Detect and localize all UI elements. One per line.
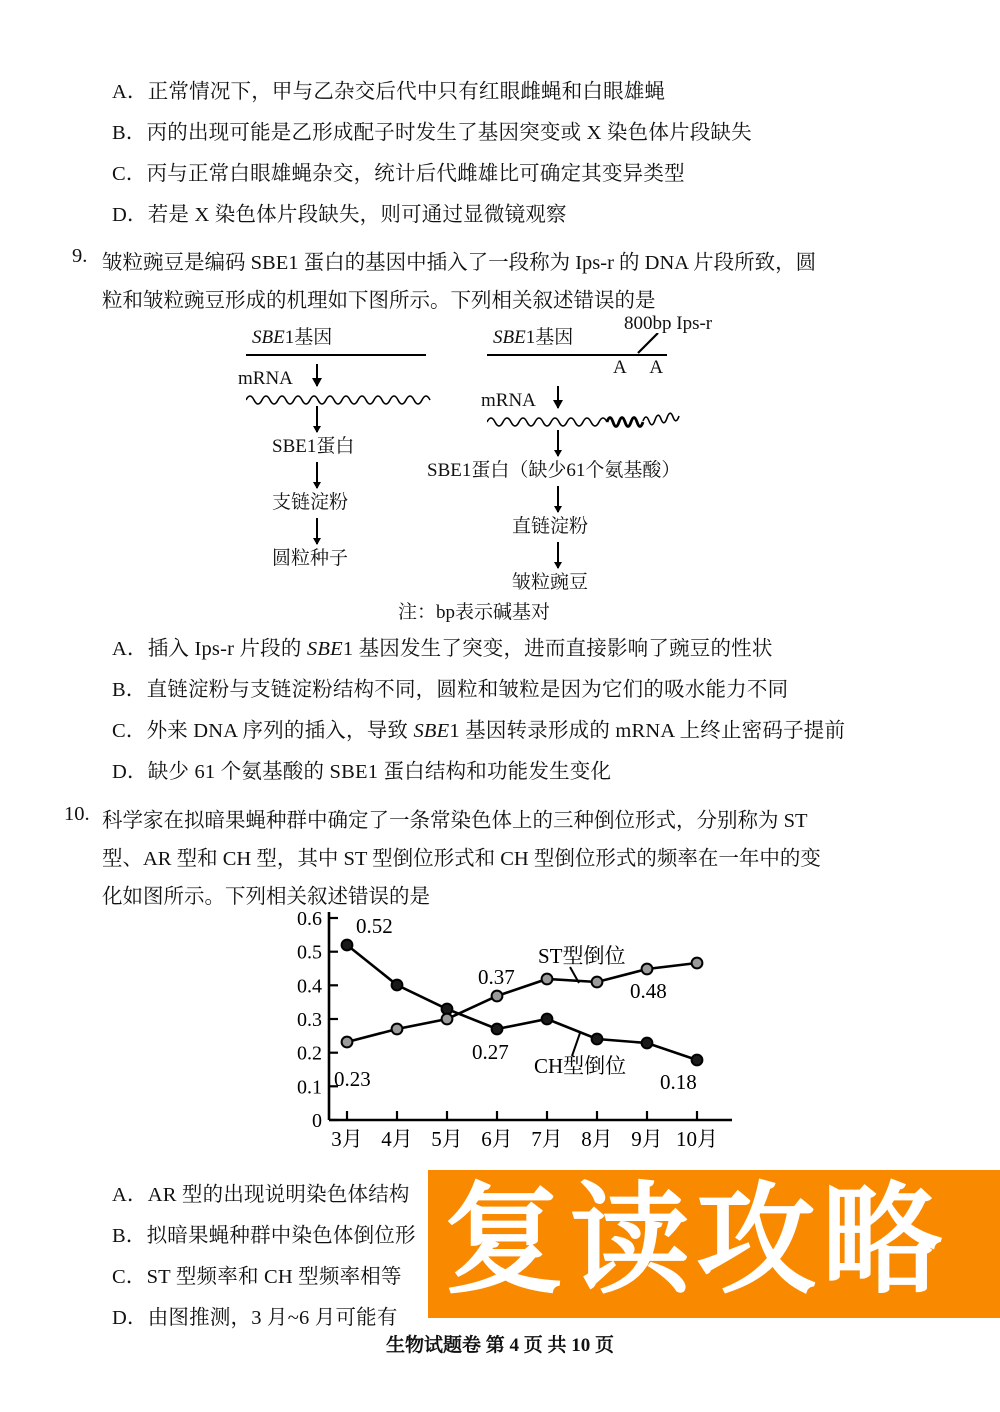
left-to-starch-arrow: [316, 462, 318, 488]
q9-option-b: [112, 678, 788, 704]
q10-stem-line2: 型、AR 型和 CH 型，其中 ST 型倒位形式和 CH 型倒位形式的频率在一年中的变: [102, 848, 821, 870]
insertion-pointer-icon: [634, 333, 662, 355]
q9-option-a-italic: SBE: [306, 638, 343, 660]
point-value-labels: [334, 914, 697, 1094]
q8-option-b-label: B．: [112, 122, 147, 144]
q8-option-d-text: 若是 X 染色体片段缺失，则可通过显微镜观察: [147, 204, 567, 226]
left-gene-label: SBE1基因: [252, 327, 333, 348]
left-gene-bar: [246, 354, 426, 356]
q8-option-b: [112, 121, 752, 147]
y-tick-4: 0.4: [297, 975, 322, 998]
x-tick-marks: [347, 1111, 697, 1120]
q10-option-b: [112, 1224, 416, 1250]
q8-option-a-text: 正常情况下，甲与乙杂交后代中只有红眼雌蝇和白眼雄蝇: [147, 81, 666, 103]
q9-option-b-label: B．: [112, 679, 147, 701]
left-translation-arrow: [316, 406, 318, 432]
annotation-ch-leader: [572, 1033, 580, 1056]
left-mrna-label: mRNA: [238, 368, 293, 389]
q10-option-a-text: AR 型的出现说明染色体结构: [147, 1184, 410, 1206]
right-protein-label: SBE1蛋白（缺少61个氨基酸）: [427, 460, 681, 481]
y-tick-0: 0: [312, 1110, 322, 1132]
insertion-size-label: 800bp Ips-r: [624, 313, 713, 334]
q10-option-c-label: C．: [112, 1266, 147, 1288]
q10-option-c: [112, 1265, 402, 1291]
x-tick-1: 4月: [381, 1127, 413, 1151]
right-mrna-wave-icon: [487, 410, 687, 430]
x-tick-labels: [331, 1127, 718, 1151]
q9-stem-line2: 粒和皱粒豌豆形成的机理如下图所示。下列相关叙述错误的是: [102, 290, 656, 312]
point-label-048: 0.48: [630, 979, 667, 1003]
q8-option-b-text: 丙的出现可能是乙形成配子时发生了基因突变或 X 染色体片段缺失: [146, 122, 752, 144]
q10-stem-line3: 化如图所示。下列相关叙述错误的是: [102, 886, 430, 908]
right-starch-label: 直链淀粉: [512, 516, 589, 537]
q8-option-c: [112, 162, 685, 188]
q10-option-c-text: ST 型频率和 CH 型频率相等: [146, 1266, 402, 1288]
watermark-text: 复读攻略: [444, 1171, 948, 1311]
point-label-023: 0.23: [334, 1067, 371, 1091]
right-seed-label: 皱粒豌豆: [512, 572, 589, 593]
x-tick-6: 9月: [631, 1127, 663, 1151]
annotation-st-label: ST型倒位: [538, 944, 626, 968]
q9-option-d-label: D．: [112, 761, 148, 783]
q8-option-d-label: D．: [112, 204, 148, 226]
q10-option-d: [112, 1306, 398, 1332]
q8-option-a-label: A．: [112, 81, 148, 103]
right-to-starch-arrow: [557, 486, 559, 512]
q10-stem-line1: 科学家在拟暗果蝇种群中确定了一条常染色体上的三种倒位形式，分别称为 ST: [102, 810, 808, 832]
x-tick-3: 6月: [481, 1127, 513, 1151]
x-tick-7: 10月: [676, 1127, 718, 1151]
chart-svg: [272, 908, 752, 1158]
right-transcription-arrow: [557, 386, 559, 408]
y-tick-3: 0.3: [297, 1009, 322, 1031]
y-tick-5: 0.5: [297, 941, 322, 964]
watermark-overlay: [428, 1170, 1000, 1318]
q8-option-a: [112, 80, 665, 106]
y-tick-6: 0.6: [297, 908, 322, 930]
right-translation-arrow: [557, 430, 559, 456]
q10-option-a: [112, 1183, 410, 1209]
q9-option-c-italic: SBE: [413, 720, 450, 742]
q9-figure-note: 注：bp表示碱基对: [398, 602, 551, 623]
left-transcription-arrow: [316, 364, 318, 386]
left-starch-label: 支链淀粉: [272, 492, 349, 513]
q9-option-c-pre: 外来 DNA 序列的插入，导致: [146, 720, 414, 742]
q9-option-a-post: 1 基因发生了突变，进而直接影响了豌豆的性状: [342, 638, 773, 660]
insertion-aa-marks: A A: [613, 357, 674, 378]
q9-number: 9.: [72, 245, 88, 267]
x-tick-4: 7月: [531, 1127, 563, 1151]
point-label-052: 0.52: [356, 914, 393, 938]
q8-option-c-label: C．: [112, 163, 147, 185]
q10-option-b-text: 拟暗果蝇种群中染色体倒位形: [146, 1225, 416, 1247]
q10-option-a-label: A．: [112, 1184, 148, 1206]
q9-option-a: [112, 637, 773, 663]
left-to-seed-arrow: [316, 518, 318, 544]
annotation-ch-label: CH型倒位: [534, 1054, 627, 1078]
q8-option-c-text: 丙与正常白眼雄蝇杂交，统计后代雌雄比可确定其变异类型: [146, 163, 685, 185]
q9-option-c: [112, 719, 845, 745]
y-tick-2: 0.2: [297, 1042, 322, 1065]
left-mrna-wave-icon: [246, 390, 436, 406]
q10-number: 10.: [64, 803, 90, 825]
q9-option-b-pre: 直链淀粉与支链淀粉结构不同，圆粒和皱粒是因为它们的吸水能力不同: [146, 679, 789, 701]
point-label-027: 0.27: [472, 1040, 509, 1064]
q8-option-d: [112, 203, 567, 229]
left-protein-label: SBE1蛋白: [272, 436, 355, 457]
left-seed-label: 圆粒种子: [272, 548, 349, 569]
x-tick-0: 3月: [331, 1127, 363, 1151]
q9-stem-line1: 皱粒豌豆是编码 SBE1 蛋白的基因中插入了一段称为 Ips-r 的 DNA 片段所致，圆: [102, 252, 817, 274]
point-label-018: 0.18: [660, 1070, 697, 1094]
x-tick-5: 8月: [581, 1127, 613, 1151]
q10-option-d-label: D．: [112, 1307, 148, 1329]
q10-option-d-text: 由图推测，3 月~6 月可能有: [147, 1307, 398, 1329]
q9-option-c-post: 1 基因转录形成的 mRNA 上终止密码子提前: [449, 720, 846, 742]
q10-option-b-label: B．: [112, 1225, 147, 1247]
x-tick-2: 5月: [431, 1127, 463, 1151]
q9-option-d-pre: 缺少 61 个氨基酸的 SBE1 蛋白结构和功能发生变化: [147, 761, 612, 783]
page-footer: 生物试题卷 第 4 页 共 10 页: [385, 1335, 614, 1356]
y-tick-labels: [297, 908, 322, 1132]
point-label-037: 0.37: [478, 965, 515, 989]
q9-option-c-label: C．: [112, 720, 147, 742]
q9-option-a-pre: 插入 Ips-r 片段的: [147, 638, 307, 660]
right-gene-label: SBE1基因: [493, 327, 574, 348]
inversion-frequency-chart: [272, 908, 752, 1158]
right-to-seed-arrow: [557, 542, 559, 568]
q9-option-a-label: A．: [112, 638, 148, 660]
q9-figure: [0, 306, 1000, 596]
y-tick-1: 0.1: [297, 1076, 322, 1099]
right-mrna-label: mRNA: [481, 390, 536, 411]
q9-option-d: [112, 760, 611, 786]
